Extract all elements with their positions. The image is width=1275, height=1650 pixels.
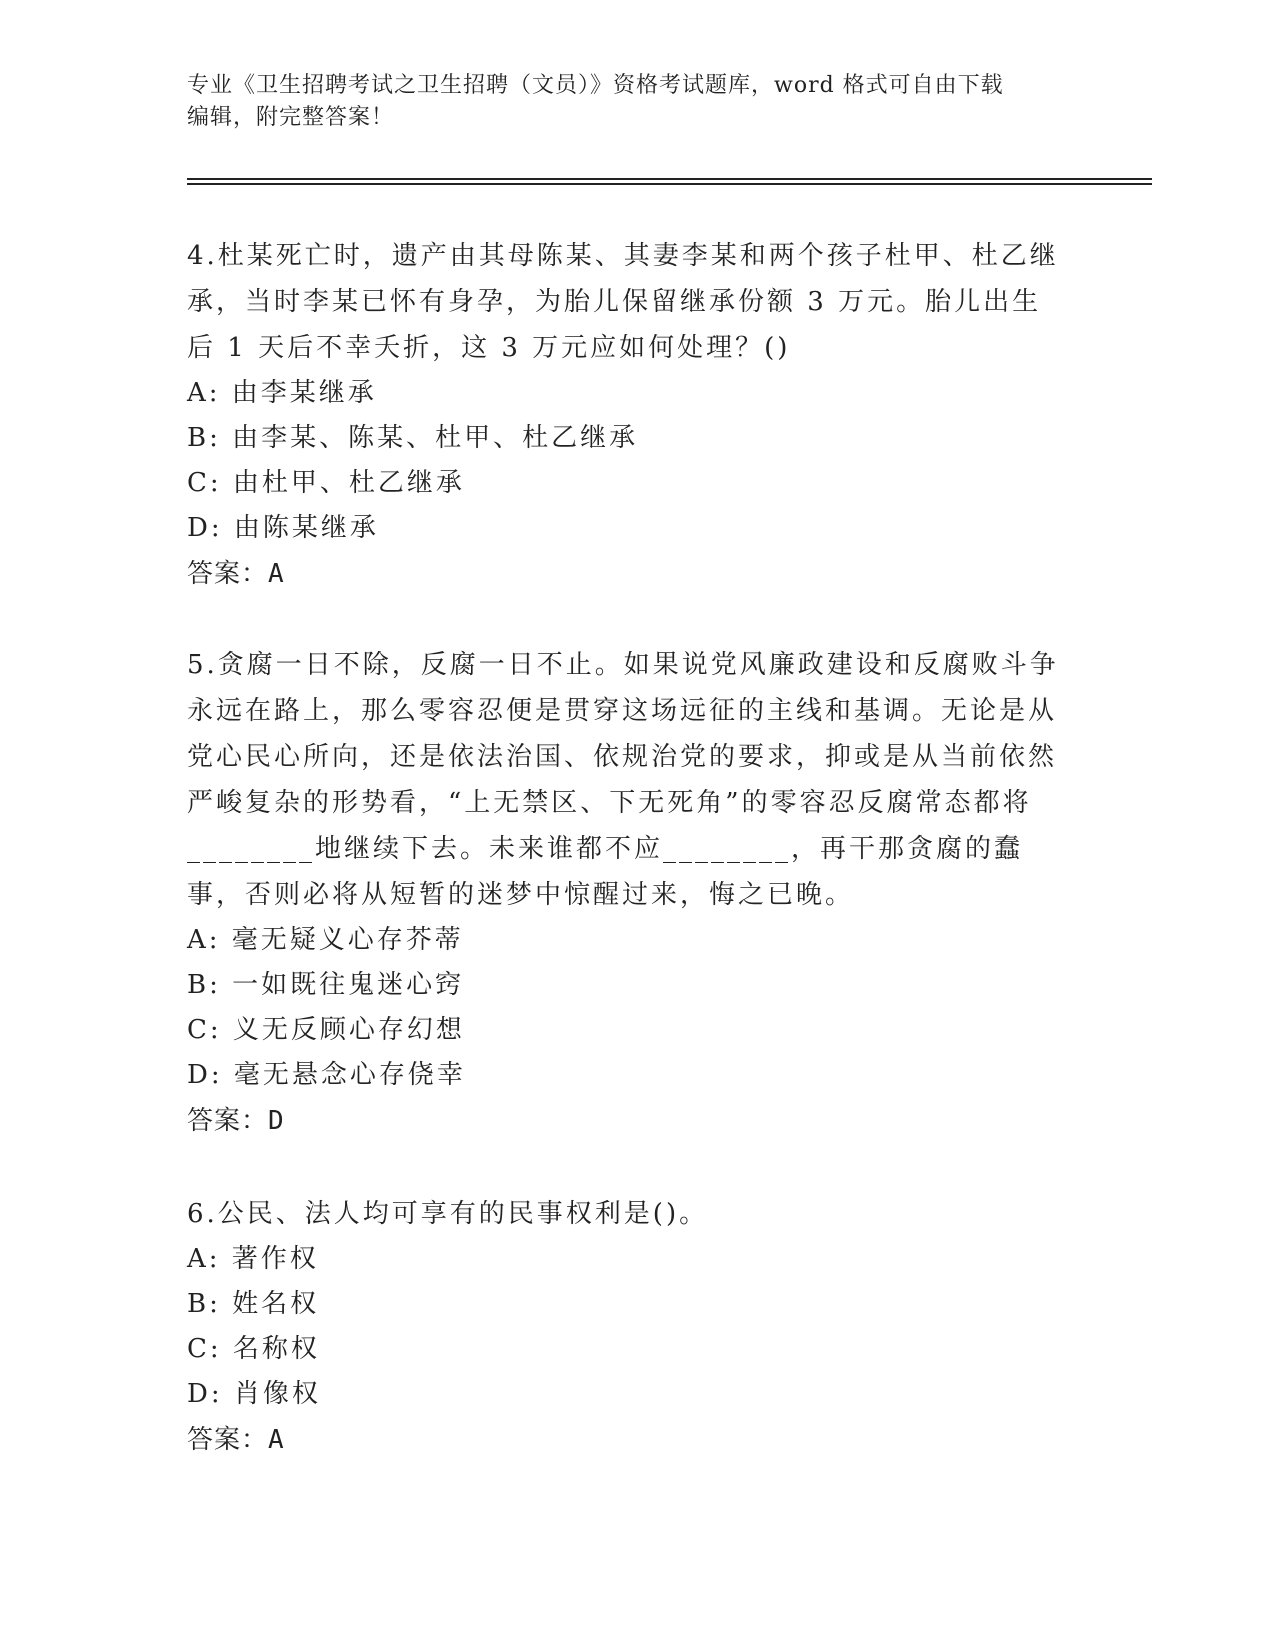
question-stem: 5.贪腐一日不除，反腐一日不止。如果说党风廉政建设和反腐败斗争永远在路上，那么零容忍便是贯穿这场远征的主线和基调。无论是从党心民心所向，还是依法治国、依规治党的要求，抑或是从当前依然严峻复杂的形势看，“上无禁区、下无死角”的零容忍反腐常态都将________地继续下去。未来谁都不应________，再干那贪腐的蠢事，否则必将从短暂的迷梦中惊醒过来，悔之已晚。 [187, 650, 1059, 910]
option-b: B: 由李某、陈某、杜甲、杜乙继承 [187, 423, 639, 453]
option-d: D: 毫无悬念心存侥幸 [187, 1060, 466, 1090]
option-a: A: 毫无疑义心存芥蒂 [187, 925, 464, 955]
header-divider-top [187, 178, 1152, 180]
question-6 [187, 1191, 1067, 1463]
question-4 [187, 233, 1067, 597]
option-d: D: 肖像权 [187, 1379, 321, 1409]
option-c: C: 义无反顾心存幻想 [187, 1015, 465, 1045]
header-line-1: 专业《卫生招聘考试之卫生招聘（文员）》资格考试题库，word 格式可自由下载 [187, 73, 1004, 98]
header-divider-bottom [187, 183, 1152, 185]
answer-value: A [268, 1425, 285, 1455]
option-b: B: 一如既往鬼迷心窍 [187, 970, 465, 1000]
option-c: C: 由杜甲、杜乙继承 [187, 468, 465, 498]
question-stem: 4.杜某死亡时，遗产由其母陈某、其妻李某和两个孩子杜甲、杜乙继承，当时李某已怀有身孕，为胎儿保留继承份额 3 万元。胎儿出生后 1 天后不幸夭折，这 3 万元应如何处理？() [187, 241, 1059, 363]
answer-line [187, 1417, 1067, 1463]
option-c: C: 名称权 [187, 1334, 320, 1364]
answer-label: 答案： [187, 1106, 269, 1136]
question-stem: 6.公民、法人均可享有的民事权利是()。 [187, 1199, 709, 1229]
answer-line [187, 1098, 1067, 1144]
answer-label: 答案： [187, 559, 269, 589]
option-d: D: 由陈某继承 [187, 513, 379, 543]
header-line-2: 编辑，附完整答案！ [187, 105, 395, 130]
option-b: B: 姓名权 [187, 1289, 320, 1319]
answer-label: 答案： [187, 1425, 269, 1455]
answer-value: A [268, 559, 285, 589]
option-a: A: 由李某继承 [187, 378, 377, 408]
document-header [187, 70, 1067, 134]
answer-value: D [268, 1106, 285, 1136]
answer-line [187, 551, 1067, 597]
question-5 [187, 642, 1067, 1144]
option-a: A: 著作权 [187, 1244, 319, 1274]
